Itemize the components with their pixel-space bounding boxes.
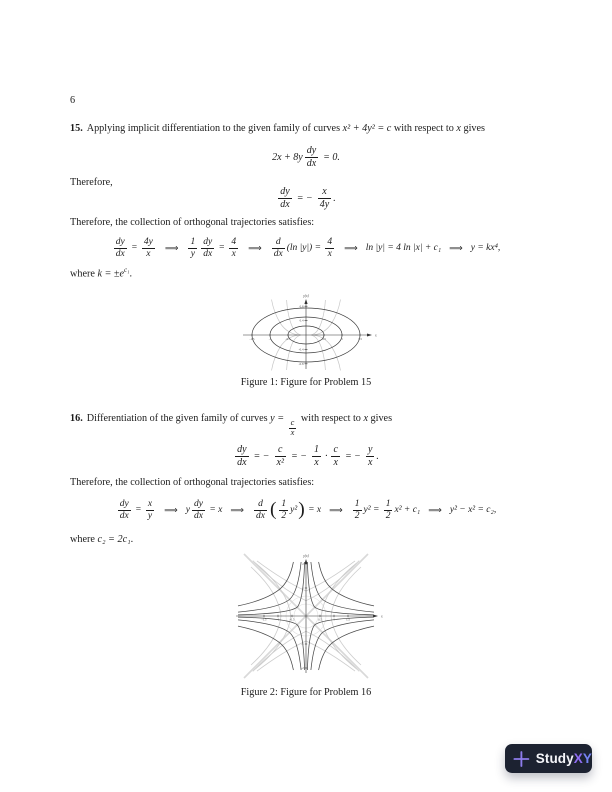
fraction: $\frac{dy}{dx}$ bbox=[237, 444, 247, 468]
where-c2-text: where c₂ = 2c₁. bbox=[70, 534, 134, 545]
fraction: $\frac{1}{y}$ bbox=[190, 236, 196, 259]
implies-arrow: ⟹ bbox=[164, 242, 179, 254]
deriv15-step3: $\frac{d}{dx}$ (ln |y|) = $\frac{4}{x}$ bbox=[273, 236, 333, 259]
svg-text:0.8: 0.8 bbox=[299, 304, 304, 309]
figure1-caption: Figure 1: Figure for Problem 15 bbox=[240, 377, 372, 388]
svg-text:-1.5: -1.5 bbox=[249, 336, 255, 341]
fraction: $\frac{1}{2}$ bbox=[354, 498, 360, 521]
deriv15-step4: ln |y| = 4 ln |x| + c₁ bbox=[365, 243, 442, 253]
plus-icon bbox=[513, 750, 530, 768]
implies-arrow: ⟹ bbox=[449, 242, 463, 254]
svg-text:1: 1 bbox=[302, 586, 304, 591]
svg-text:-0.5: -0.5 bbox=[285, 336, 291, 341]
svg-text:1: 1 bbox=[341, 336, 343, 341]
fraction: $\frac{dy}{dx}$ bbox=[115, 236, 125, 259]
figure2-caption: Figure 2: Figure for Problem 16 bbox=[240, 687, 372, 698]
fraction: $\frac{dy}{dx}$ bbox=[193, 498, 203, 521]
svg-text:-2: -2 bbox=[301, 666, 304, 671]
svg-text:1.5: 1.5 bbox=[358, 336, 362, 341]
implies-arrow: ⟹ bbox=[164, 504, 178, 516]
deriv16-step2: y $\frac{dy}{dx}$ = x bbox=[185, 498, 223, 521]
svg-text:-1: -1 bbox=[276, 617, 280, 622]
svg-text:-1.5: -1.5 bbox=[261, 617, 267, 622]
svg-text:1: 1 bbox=[333, 617, 335, 622]
deriv16-step3: $\frac{d}{dx}$ ( $\frac{1}{2}$ y² ) = x bbox=[255, 498, 322, 521]
fraction: $\frac{4}{x}$ bbox=[327, 236, 333, 259]
brand-text: StudyXY bbox=[535, 751, 592, 766]
deriv16-step1: $\frac{dy}{dx}$ = $\frac{x}{y}$ bbox=[119, 498, 153, 521]
fraction: $\frac{4}{x}$ bbox=[231, 236, 237, 259]
figure1-plot bbox=[211, 289, 401, 377]
fraction: $\frac{y}{x}$ bbox=[367, 444, 373, 468]
therefore-text: Therefore, bbox=[70, 177, 113, 188]
svg-text:-0.8: -0.8 bbox=[298, 361, 304, 366]
axes bbox=[236, 559, 378, 673]
svg-text:0.5: 0.5 bbox=[322, 336, 326, 341]
deriv16-step5: y² − x² = c₂, bbox=[449, 505, 497, 515]
fraction: $\frac{c}{x}$ bbox=[333, 444, 338, 468]
derivation-16 bbox=[0, 494, 612, 526]
problem15-label: 15. bbox=[70, 123, 83, 134]
fraction: $\frac{dy}{dx}$ bbox=[203, 236, 213, 259]
axes bbox=[243, 299, 372, 369]
fraction: $\frac{1}{2}$ bbox=[281, 498, 287, 521]
fig1-ylabel: y(x) bbox=[303, 294, 309, 298]
fraction: $\frac{1}{x}$ bbox=[313, 444, 319, 468]
problem16-label: 16. bbox=[70, 413, 83, 424]
fraction: $\frac{d}{dx}$ bbox=[255, 498, 265, 521]
fig2-ylabel: y(x) bbox=[303, 554, 309, 558]
inline-fraction: $\frac{c}{x}$ bbox=[290, 417, 295, 437]
deriv15-step1: $\frac{dy}{dx}$ = $\frac{4y}{x}$ bbox=[115, 236, 153, 259]
implies-arrow: ⟹ bbox=[248, 242, 262, 254]
fig1-xlabel: x bbox=[375, 333, 377, 338]
figure2-plot bbox=[211, 551, 401, 681]
deriv15-step5: y = kx⁴, bbox=[470, 243, 501, 253]
fraction: $\frac{dy}{dx}$ bbox=[280, 186, 290, 210]
fig2-xlabel: x bbox=[381, 614, 383, 619]
fraction: $\frac{x}{4y}$ bbox=[319, 186, 330, 210]
problem15-collect-text: Therefore, the collection of orthogonal trajectories satisfies: bbox=[70, 217, 315, 228]
fraction: $\frac{dy}{dx}$ bbox=[306, 145, 317, 169]
figure2 bbox=[211, 551, 401, 686]
deriv16-step4: $\frac{1}{2}$ y² = $\frac{1}{2}$ x² + c₁ bbox=[354, 498, 421, 521]
studyxy-logo[interactable] bbox=[505, 744, 592, 773]
svg-text:0.5: 0.5 bbox=[318, 617, 322, 622]
implies-arrow: ⟹ bbox=[344, 242, 358, 254]
deriv15-step2: $\frac{1}{y}$ $\frac{dy}{dx}$ = $\frac{4}{x}$ bbox=[190, 236, 237, 259]
equation-16-slope: $\frac{dy}{dx}$ = − $\frac{c}{\text{x²}}$ = − $\frac{1}{x}$ · $\frac{c}{x}$ = − $\frac{y}{x}$ . bbox=[237, 444, 379, 468]
page-number: 6 bbox=[70, 95, 76, 106]
svg-text:1.5: 1.5 bbox=[346, 617, 350, 622]
problem16-intro: 16. Differentiation of the given family of curves y = $\frac{c}{x}$ with respect to x gives bbox=[70, 413, 393, 437]
where-k-text: where $k = \pm e^{c_1}$. bbox=[70, 267, 133, 280]
derivation-15 bbox=[0, 233, 612, 263]
fraction: $\frac{1}{2}$ bbox=[385, 498, 391, 521]
svg-text:-0.5: -0.5 bbox=[289, 617, 295, 622]
implies-arrow: ⟹ bbox=[230, 504, 244, 516]
svg-text:-0.4: -0.4 bbox=[298, 347, 304, 352]
implies-arrow: ⟹ bbox=[329, 504, 343, 516]
fraction: $\frac{4y}{x}$ bbox=[143, 236, 153, 259]
svg-text:-1: -1 bbox=[301, 642, 304, 647]
implies-arrow: ⟹ bbox=[428, 504, 442, 516]
fraction: $\frac{d}{dx}$ bbox=[273, 236, 283, 259]
svg-text:-1: -1 bbox=[268, 336, 272, 341]
fraction: $\frac{dy}{dx}$ bbox=[119, 498, 129, 521]
problem16-collect-text: Therefore, the collection of orthogonal trajectories satisfies: bbox=[70, 477, 315, 488]
equation-15-implicit: 2x + 8y $\frac{dy}{dx}$ = 0. bbox=[272, 145, 340, 169]
fraction: $\frac{x}{y}$ bbox=[147, 498, 153, 521]
svg-text:2: 2 bbox=[302, 562, 304, 567]
equation-15-slope: $\frac{dy}{dx}$ = − $\frac{x}{4y}$ . bbox=[280, 186, 336, 210]
problem15-intro: 15. Applying implicit differentiation to the given family of curves x² + 4y² = c with respect to x gives bbox=[70, 123, 485, 134]
svg-text:0.4: 0.4 bbox=[299, 318, 304, 323]
figure1 bbox=[211, 289, 401, 382]
fraction: $\frac{c}{\text{x²}}$ bbox=[276, 444, 284, 468]
